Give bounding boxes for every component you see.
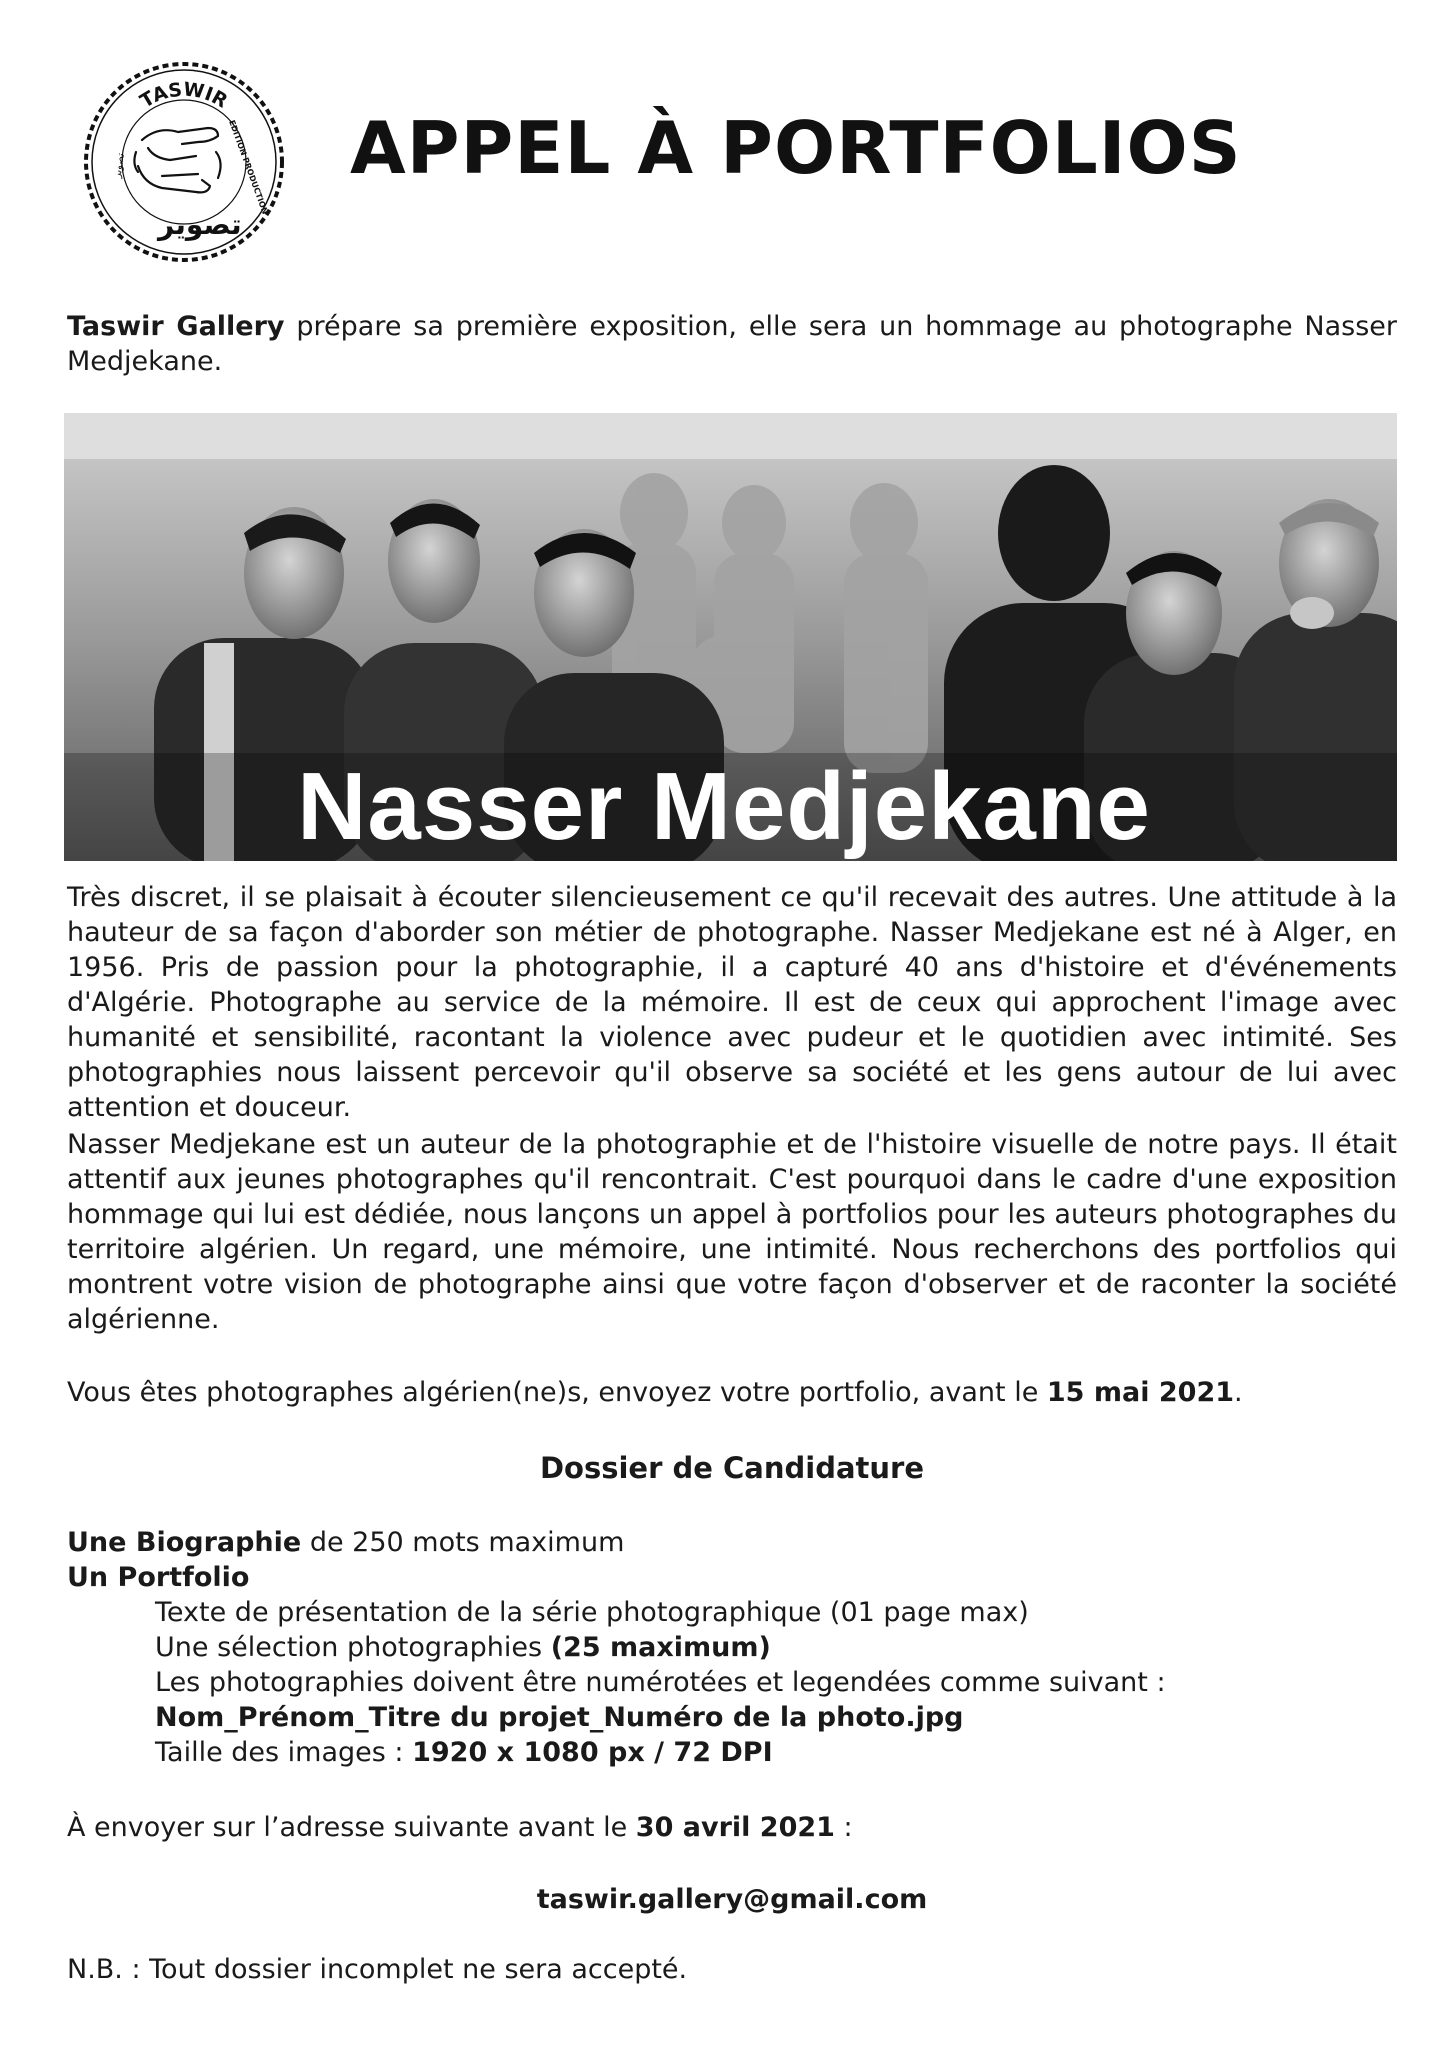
dossier-heading: Dossier de Candidature (539, 1451, 925, 1485)
note: N.B. : Tout dossier incomplet ne sera accepté. (67, 1954, 688, 1985)
bio-paragraph: Très discret, il se plaisait à écouter silencieusement ce qu'il recevait des autres. Une attitude à la hauteur de sa façon d'aborder son métier de photographe. Nasser Medjekane est né à Alger, en 1956. Pris de passion pour la photographie, il a capturé 40 ans d'histoire et d'événements d'Algérie. Photographe au service de la mémoire. Il est de ceux qui approchent l'image avec humanité et sensibilité, racontant la violence avec pudeur et le quotidien avec intimité. Ses photographies nous laissent percevoir qu'il observe sa société et les gens autour de lui avec attention et douceur. (67, 882, 1397, 1123)
deadline-line (67, 1375, 1397, 1410)
call-paragraph: Nasser Medjekane est un auteur de la photographie et de l'histoire visuelle de notre pays. Il était attentif aux jeunes photographes qu'il rencontrait. C'est pourquoi dans le cadre d'une exposition hommage qui lui est dédiée, nous lançons un appel à portfolios pour les auteurs photographes du territoire algérien. Un regard, une mémoire, une intimité. Nous recherchons des portfolios qui montrent votre vision de photographe ainsi que votre façon d'observer et de raconter la société algérienne. (67, 1129, 1397, 1335)
page-title: APPEL À PORTFOLIOS (350, 106, 1242, 190)
portfolio-label: Un Portfolio (67, 1562, 250, 1593)
size-value: 1920 x 1080 px / 72 DPI (412, 1737, 773, 1768)
contact-email[interactable]: taswir.gallery@gmail.com (536, 1884, 928, 1915)
size-label: Taille des images : (155, 1737, 413, 1768)
dossier-list (67, 1525, 1397, 1770)
deadline-end: . (1234, 1377, 1243, 1408)
svg-text:TASWIR: TASWIR (136, 78, 232, 113)
svg-text:تصوير: تصوير (111, 152, 128, 179)
photo-caption-name: Nasser Medjekane (297, 753, 1151, 860)
portfolio-requirement (67, 1560, 1397, 1595)
send-date: 30 avril 2021 (635, 1812, 835, 1843)
intro-text: prépare sa première exposition, elle sera un hommage au photographe Nasser Medjekane. (67, 311, 1397, 377)
svg-text:EDITION PRODUCTION: EDITION PRODUCTION (227, 118, 270, 216)
taswir-logo (78, 56, 290, 268)
selection-item (155, 1630, 1397, 1665)
bio-requirement (67, 1525, 1397, 1560)
gallery-name: Taswir Gallery (67, 311, 285, 342)
selection-text: Une sélection photographies (155, 1632, 551, 1663)
deadline-date: 15 mai 2021 (1046, 1377, 1235, 1408)
deadline-text: Vous êtes photographes algérien(ne)s, envoyez votre portfolio, avant le (67, 1377, 1047, 1408)
filename-format: Nom_Prénom_Titre du projet_Numéro de la photo.jpg (155, 1702, 964, 1733)
send-line (67, 1810, 1397, 1845)
send-text: À envoyer sur l’adresse suivante avant le (67, 1812, 636, 1843)
naming-item: Les photographies doivent être numérotées et legendées comme suivant : (155, 1667, 1166, 1698)
send-end: : (834, 1812, 853, 1843)
selection-max: (25 maximum) (550, 1632, 771, 1663)
presentation-item: Texte de présentation de la série photographique (01 page max) (155, 1597, 1029, 1628)
svg-text:تصوير: تصوير (158, 208, 242, 241)
size-item (155, 1735, 1397, 1770)
intro-paragraph (67, 309, 1397, 379)
bio-label: Une Biographie (67, 1527, 302, 1558)
bio-text: de 250 mots maximum (301, 1527, 625, 1558)
